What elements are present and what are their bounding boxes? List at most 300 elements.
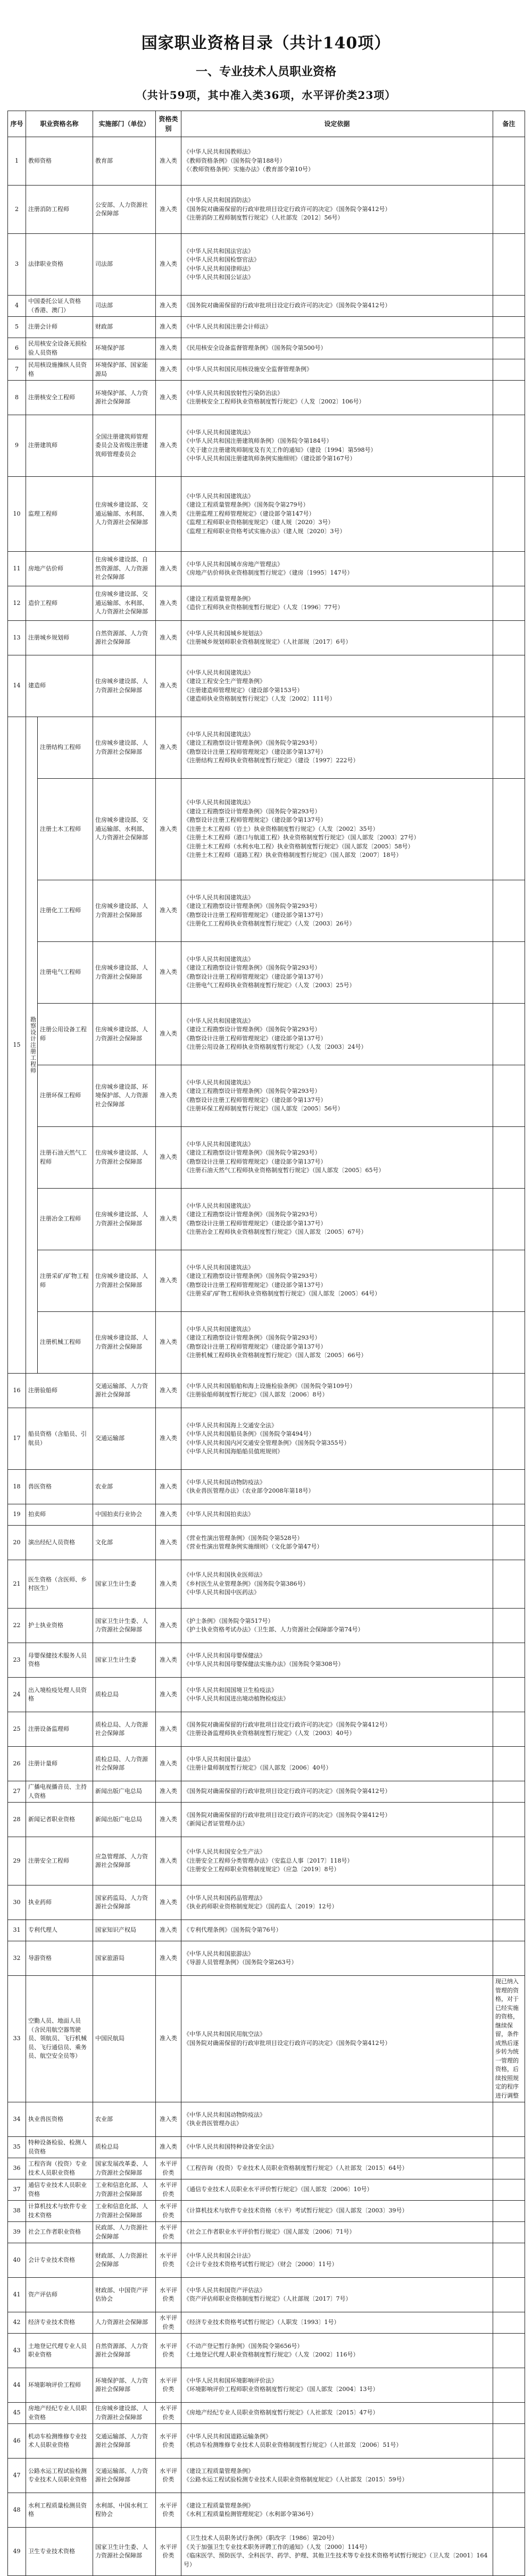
legal-basis — [181, 359, 493, 381]
qualification-category: 准入类 — [156, 1941, 181, 1976]
table-row — [8, 1885, 525, 1920]
row-note — [493, 1312, 525, 1374]
qualification-category: 水平评价类 — [156, 2243, 181, 2278]
legal-basis-item: 《中华人民共和国检察官法》 — [184, 256, 260, 263]
legal-basis — [181, 621, 493, 655]
row-note — [493, 234, 525, 296]
row-number: 5 — [8, 317, 26, 338]
table-row — [8, 2201, 525, 2222]
legal-basis — [181, 2424, 493, 2459]
implementing-dept: 工业和信息化部、人力资源社会保障部 — [93, 2179, 156, 2201]
row-note — [493, 477, 525, 552]
implementing-dept: 住房城乡建设部、人力资源社会保障部 — [93, 1004, 156, 1065]
header-basis: 设定依据 — [181, 111, 493, 137]
implementing-dept: 中国民航局 — [93, 1976, 156, 2102]
table-row — [8, 2424, 525, 2459]
legal-basis-item: 《勘察设计注册工程师管理规定》（建设部令第137号） — [184, 1281, 327, 1289]
legal-basis — [181, 1885, 493, 1920]
implementing-dept: 全国注册建筑师管理委员会及省级注册建筑师管理委员会 — [93, 415, 156, 477]
row-number: 1 — [8, 137, 26, 186]
row-note — [493, 2278, 525, 2312]
legal-basis-item: 《建设工程质量管理条例》 — [184, 2502, 254, 2509]
implementing-dept: 水利部、中国水利工程协会 — [93, 2493, 156, 2528]
legal-basis-item: 《房地产估价师执业资格制度暂行规定》（建房〔1995〕147号） — [184, 569, 353, 576]
qualification-category: 准入类 — [156, 1526, 181, 1560]
legal-basis-item: 《中华人民共和国注册建筑师条例实施细则》（建设部令第167号） — [184, 455, 356, 462]
table-row — [8, 1408, 525, 1470]
row-note — [493, 2179, 525, 2201]
table-row — [8, 477, 525, 552]
row-note — [493, 1504, 525, 1526]
legal-basis-item: 《勘察设计注册工程师管理规定》（建设部令第137号） — [184, 816, 327, 824]
implementing-dept: 环境保护部、人力资源社会保障部 — [93, 381, 156, 415]
table-row — [8, 1837, 525, 1885]
legal-basis-item: 《注册监理工程师管理规定》（建设部令第147号） — [184, 510, 315, 517]
qualification-name: 法律职业资格 — [26, 234, 93, 296]
legal-basis-item: 《中华人民共和国建筑法》 — [184, 1079, 254, 1086]
row-number: 4 — [8, 296, 26, 317]
qualification-name: 注册消防工程师 — [26, 186, 93, 234]
qualification-category: 准入类 — [156, 1803, 181, 1837]
qualification-name: 土地登记代理专业人员职业资格 — [26, 2334, 93, 2368]
legal-basis-item: 《注册电气工程师执业资格制度暂行规定》（人发〔2003〕25号） — [184, 982, 355, 989]
qualification-category: 准入类 — [156, 1643, 181, 1678]
legal-basis-item: 《注册公用设备工程师执业资格制度暂行规定》（人发〔2003〕24号） — [184, 1043, 367, 1050]
row-note — [493, 2158, 525, 2179]
table-row — [8, 1312, 525, 1374]
row-number: 45 — [8, 2403, 26, 2424]
table-row — [8, 1526, 525, 1560]
row-number: 33 — [8, 1976, 26, 2102]
row-number: 44 — [8, 2368, 26, 2403]
row-number: 36 — [8, 2158, 26, 2179]
qualification-category: 水平评价类 — [156, 2334, 181, 2368]
row-note — [493, 552, 525, 586]
legal-basis-item: 《乡村医生从业管理条例》（国务院令第386号） — [184, 1580, 309, 1587]
qualification-category: 准入类 — [156, 586, 181, 621]
legal-basis — [181, 317, 493, 338]
table-row — [8, 2222, 525, 2243]
qualification-category: 水平评价类 — [156, 2528, 181, 2576]
legal-basis — [181, 2158, 493, 2179]
legal-basis-item: 《国务院对确需保留的行政审批项目设定行政许可的决定》（国务院令第412号） — [184, 205, 391, 213]
row-note — [493, 779, 525, 880]
row-note — [493, 717, 525, 779]
row-number: 9 — [8, 415, 26, 477]
qualification-category: 准入类 — [156, 621, 181, 655]
qualification-category: 准入类 — [156, 942, 181, 1004]
qualification-category: 准入类 — [156, 2137, 181, 2158]
table-row — [8, 1250, 525, 1312]
qualification-name: 兽医资格 — [26, 1470, 93, 1504]
legal-basis — [181, 1781, 493, 1803]
row-number: 43 — [8, 2334, 26, 2368]
qualification-name: 注册会计师 — [26, 317, 93, 338]
qualification-name: 公路水运工程试验检测专业技术人员职业资格 — [26, 2459, 93, 2493]
legal-basis-item: 《中华人民共和国船舶和海上设施检验条例》（国务院令第109号） — [184, 1382, 356, 1390]
table-row — [8, 2312, 525, 2334]
legal-basis-item: 《建造师执业资格制度暂行规定》（人发〔2002〕111号） — [184, 695, 336, 702]
legal-basis — [181, 415, 493, 477]
qualification-category: 准入类 — [156, 1747, 181, 1781]
implementing-dept: 交通运输部 — [93, 1408, 156, 1470]
legal-basis-item: 《中华人民共和国母婴保健法实施办法》（国务院令第308号） — [184, 1661, 344, 1668]
page-title: 国家职业资格目录（共计140项） — [141, 34, 391, 53]
row-number: 38 — [8, 2201, 26, 2222]
qualification-category: 准入类 — [156, 1976, 181, 2102]
legal-basis-item: 《中华人民共和国消防法》 — [184, 197, 254, 204]
qualification-category: 准入类 — [156, 779, 181, 880]
legal-basis-item: 《中华人民共和国进出境动植物检疫法》 — [184, 1695, 289, 1702]
legal-basis-item: 《中华人民共和国建筑法》 — [184, 730, 254, 738]
qualification-name: 特种设备检验、检测人员资格 — [26, 2137, 93, 2158]
legal-basis-item: 《勘察设计注册工程师管理规定》（建设部令第137号） — [184, 1034, 327, 1042]
legal-basis-item: 《执业兽医管理办法》 — [184, 2120, 243, 2127]
row-note — [493, 2334, 525, 2368]
row-note — [493, 1065, 525, 1127]
legal-basis-item: 《临床医学、预防医学、全科医学、药学、护理、其他卫生技术等专业技术资格考试暂行规定》（卫人发〔2001〕164号） — [184, 2552, 488, 2568]
implementing-dept: 国家卫生计生委 — [93, 1643, 156, 1678]
legal-basis — [181, 1976, 493, 2102]
implementing-dept: 教育部 — [93, 137, 156, 186]
table-row — [8, 1609, 525, 1643]
legal-basis — [181, 1803, 493, 1837]
legal-basis-item: 《教师资格条例》（国务院令第188号） — [184, 157, 286, 164]
legal-basis-item: 《中华人民共和国海上交通安全法》 — [184, 1421, 278, 1429]
qualification-name: 机动车检测维修专业技术人员职业资格 — [26, 2424, 93, 2459]
legal-basis-item: 《注册验船师制度暂行规定》（国人部发〔2006〕8号） — [184, 1391, 328, 1398]
qualification-name: 注册设备监理师 — [26, 1712, 93, 1747]
legal-basis-item: 《建设工程质量管理条例》 — [184, 2467, 254, 2474]
qualification-category: 准入类 — [156, 1781, 181, 1803]
table-row — [8, 2137, 525, 2158]
legal-basis-item: 《护士执业资格考试办法》（卫生部、人力资源社会保障部令第74号） — [184, 1626, 364, 1633]
legal-basis — [181, 2201, 493, 2222]
legal-basis — [181, 1941, 493, 1976]
implementing-dept: 文化部 — [93, 1526, 156, 1560]
qualification-category: 准入类 — [156, 1837, 181, 1885]
qualification-name: 演出经纪人员资格 — [26, 1526, 93, 1560]
row-number: 29 — [8, 1837, 26, 1885]
legal-basis-item: 《注册化工工程师执业资格制度暂行规定》（人发〔2003〕26号） — [184, 920, 355, 927]
qualification-category: 准入类 — [156, 1250, 181, 1312]
row-note — [493, 359, 525, 381]
legal-basis-item: 《建设工程勘察设计管理条例》（国务院令第293号） — [184, 1088, 321, 1095]
implementing-dept: 质检总局、人力资源社会保障部 — [93, 1747, 156, 1781]
legal-basis-item: 《中华人民共和国安全生产法》 — [184, 1848, 266, 1856]
legal-basis-item: 《民用核安全设备监督管理条例》（国务院令第500号） — [184, 344, 327, 352]
implementing-dept: 住房城乡建设部、人力资源社会保障部 — [93, 1250, 156, 1312]
legal-basis — [181, 234, 493, 296]
qualification-name: 广播电视播音员、主持人资格 — [26, 1781, 93, 1803]
implementing-dept: 新闻出版广电总局 — [93, 1803, 156, 1837]
row-number: 35 — [8, 2137, 26, 2158]
implementing-dept: 住房城乡建设部、交通运输部、水利部、人力资源社会保障部 — [93, 477, 156, 552]
table-row — [8, 1065, 525, 1127]
qualification-category: 准入类 — [156, 234, 181, 296]
legal-basis-item: 《专利代理条例》（国务院令第76号） — [184, 1926, 282, 1934]
table-row — [8, 1920, 525, 1941]
implementing-dept: 环境保护部、国家能源局 — [93, 359, 156, 381]
qualification-category: 准入类 — [156, 880, 181, 942]
qualification-category: 准入类 — [156, 477, 181, 552]
legal-basis — [181, 2137, 493, 2158]
group-label — [26, 717, 38, 1374]
row-note — [493, 1712, 525, 1747]
row-number: 11 — [8, 552, 26, 586]
qualification-name: 民用核设施操纵人员资格 — [26, 359, 93, 381]
row-number: 25 — [8, 1712, 26, 1747]
group-label-text: 勘察设计注册工程师 — [29, 1016, 37, 1074]
legal-basis — [181, 1920, 493, 1941]
legal-basis — [181, 779, 493, 880]
legal-basis-item: 《中华人民共和国律师法》 — [184, 265, 254, 272]
header-no: 序号 — [8, 111, 26, 137]
qualification-name: 注册安全工程师 — [26, 1837, 93, 1885]
row-number: 16 — [8, 1374, 26, 1408]
header-note: 备注 — [493, 111, 525, 137]
header-category: 资格类别 — [156, 111, 181, 137]
qualification-category: 准入类 — [156, 1920, 181, 1941]
legal-basis-item: 《注册安全工程师职业资格制度规定》（应急〔2019〕8号） — [184, 1866, 340, 1873]
row-note — [493, 655, 525, 717]
implementing-dept: 国家药监局、人力资源社会保障部 — [93, 1885, 156, 1920]
legal-basis — [181, 2528, 493, 2576]
qualification-category: 准入类 — [156, 655, 181, 717]
implementing-dept: 农业部 — [93, 1470, 156, 1504]
legal-basis-item: 《中华人民共和国建筑法》 — [184, 1264, 254, 1271]
legal-basis-item: 《造价工程师执业资格制度暂行规定》（人发〔1996〕77号） — [184, 604, 344, 611]
row-note — [493, 1781, 525, 1803]
row-note — [493, 2137, 525, 2158]
qualification-name: 护士执业资格 — [26, 1609, 93, 1643]
legal-basis — [181, 186, 493, 234]
qualification-category: 水平评价类 — [156, 2403, 181, 2424]
row-number: 28 — [8, 1803, 26, 1837]
implementing-dept: 住房城乡建设部、人力资源社会保障部 — [93, 1127, 156, 1189]
table-row — [8, 2528, 525, 2576]
row-number: 6 — [8, 338, 26, 359]
row-note — [493, 1127, 525, 1189]
legal-basis-item: 《建设工程勘察设计管理条例》（国务院令第293号） — [184, 1273, 321, 1279]
legal-basis-item: 《中华人民共和国放射性污染防治法》 — [184, 389, 284, 397]
implementing-dept: 住房城乡建设部、人力资源社会保障部 — [93, 1312, 156, 1374]
legal-basis — [181, 1643, 493, 1678]
legal-basis-item: 《中华人民共和国母婴保健法》 — [184, 1652, 266, 1659]
table-row — [8, 296, 525, 317]
implementing-dept: 财政部、人力资源社会保障部 — [93, 2243, 156, 2278]
legal-basis — [181, 1470, 493, 1504]
qualification-category: 准入类 — [156, 359, 181, 381]
table-row — [8, 1678, 525, 1712]
legal-basis-item: 《中华人民共和国环境影响评价法》 — [184, 2377, 278, 2384]
legal-basis-item: 《中华人民共和国建筑法》 — [184, 1017, 254, 1024]
legal-basis — [181, 1560, 493, 1609]
legal-basis — [181, 1127, 493, 1189]
legal-basis-item: 《中华人民共和国建筑法》 — [184, 1202, 254, 1209]
legal-basis-item: 《国务院对确需保留的行政审批项目设定行政许可的决定》（国务院令第412号） — [184, 1788, 391, 1795]
qualification-name: 通信专业技术人员职业资格 — [26, 2179, 93, 2201]
legal-basis — [181, 1408, 493, 1470]
legal-basis-item: 《注册土木工程师（道路工程）执业资格制度暂行规定》（国人部发〔2007〕18号） — [184, 852, 402, 859]
qualification-category: 准入类 — [156, 381, 181, 415]
legal-basis-item: 《新闻记者证管理办法》 — [184, 1820, 248, 1827]
row-note — [493, 2102, 525, 2137]
legal-basis-item: 《中华人民共和国公证法》 — [184, 274, 254, 281]
implementing-dept: 新闻出版广电总局 — [93, 1781, 156, 1803]
qualification-name: 执业兽医资格 — [26, 2102, 93, 2137]
implementing-dept: 工业和信息化部、人力资源社会保障部 — [93, 2201, 156, 2222]
legal-basis-item: 《中华人民共和国民用核设施安全监督管理条例》 — [184, 366, 313, 373]
legal-basis — [181, 1065, 493, 1127]
implementing-dept: 国家卫生计生委、人力资源社会保障部 — [93, 1609, 156, 1643]
legal-basis — [181, 1312, 493, 1374]
legal-basis-item: 《中华人民共和国动物防疫法》 — [184, 2111, 266, 2118]
row-number: 47 — [8, 2459, 26, 2493]
legal-basis — [181, 2493, 493, 2528]
row-number: 42 — [8, 2312, 26, 2334]
legal-basis-item: 《监理工程师职业资格考试实施办法》（建人规〔2020〕3号） — [184, 527, 346, 535]
legal-basis-item: 《中华人民共和国海船船员值班规则》 — [184, 1448, 284, 1455]
row-note — [493, 621, 525, 655]
legal-basis-item: 《注册土木工程师（水利水电工程）执业资格制度暂行规定》（国人部发〔2005〕58号） — [184, 843, 414, 850]
legal-basis-item: 《中华人民共和国建筑法》 — [184, 894, 254, 901]
legal-basis-item: 《卫生技术人员职务试行条例》（职改字〔1986〕第20号） — [184, 2535, 338, 2541]
table-row — [8, 1189, 525, 1250]
qualification-name: 注册采矿/矿物工程师 — [38, 1250, 93, 1312]
row-note — [493, 1374, 525, 1408]
legal-basis-item: 《公路水运工程试验检测专业技术人员职业资格制度规定》（人社部发〔2015〕59号） — [184, 2476, 408, 2483]
implementing-dept: 国家卫生计生委 — [93, 1560, 156, 1609]
legal-basis — [181, 2222, 493, 2243]
legal-basis-item: 《导游人员管理条例》（国务院令第263号） — [184, 1959, 297, 1966]
row-note — [493, 2243, 525, 2278]
qualification-name: 卫生专业技术资格 — [26, 2528, 93, 2576]
implementing-dept: 中国拍卖行业协会 — [93, 1504, 156, 1526]
qualification-name: 船员资格（含船员、引航员） — [26, 1408, 93, 1470]
table-row — [8, 1127, 525, 1189]
row-number: 39 — [8, 2222, 26, 2243]
legal-basis-item: 《勘察设计注册工程师管理规定》（建设部令第137号） — [184, 1158, 327, 1165]
row-note — [493, 2222, 525, 2243]
implementing-dept: 住房城乡建设部、人力资源社会保障部 — [93, 655, 156, 717]
table-row — [8, 1560, 525, 1609]
legal-basis — [181, 1712, 493, 1747]
table-row — [8, 1643, 525, 1678]
row-number: 30 — [8, 1885, 26, 1920]
implementing-dept: 住房城乡建设部、交通运输部、水利部、人力资源社会保障部 — [93, 586, 156, 621]
qualification-name: 资产评估师 — [26, 2278, 93, 2312]
implementing-dept: 应急管理部、人力资源社会保障部 — [93, 1837, 156, 1885]
legal-basis-item: 《护士条例》（国务院令第517号） — [184, 1617, 274, 1624]
implementing-dept: 民政部、人力资源社会保障部 — [93, 2222, 156, 2243]
legal-basis-item: 《中华人民共和国旅游法》 — [184, 1950, 254, 1957]
legal-basis — [181, 1504, 493, 1526]
implementing-dept: 司法部 — [93, 296, 156, 317]
legal-basis-item: 《中华人民共和国国境卫生检疫法》 — [184, 1686, 278, 1694]
legal-basis-item: 《注册消防工程师制度暂行规定》（人社部发〔2012〕56号） — [184, 214, 344, 222]
qualification-name: 注册公用设备工程师 — [38, 1004, 93, 1065]
qualification-category: 准入类 — [156, 1678, 181, 1712]
table-row — [8, 779, 525, 880]
legal-basis-item: 《国务院对确需保留的行政审批项目设定行政许可的决定》（国务院令第412号） — [184, 302, 391, 309]
legal-basis-item: 《建设工程勘察设计管理条例》（国务院令第293号） — [184, 739, 321, 746]
legal-basis — [181, 381, 493, 415]
qualification-category: 水平评价类 — [156, 2222, 181, 2243]
table-row — [8, 552, 525, 586]
legal-basis-item: 《注册城乡规划师职业资格制度规定》（人社部规〔2017〕6号） — [184, 638, 352, 645]
row-number: 46 — [8, 2424, 26, 2459]
row-number: 13 — [8, 621, 26, 655]
qualification-category: 准入类 — [156, 1127, 181, 1189]
legal-basis — [181, 2334, 493, 2368]
legal-basis-item: 《中华人民共和国城市房地产管理法》 — [184, 560, 284, 568]
legal-basis-item: 《中华人民共和国注册会计师法》 — [184, 323, 272, 331]
legal-basis-item: 《注册环保工程师制度暂行规定》（国人部发〔2005〕56号） — [184, 1105, 344, 1112]
row-number: 10 — [8, 477, 26, 552]
legal-basis-item: 《水利工程质量检测管理规定》（水利部令第36号） — [184, 2511, 317, 2518]
row-note — [493, 2403, 525, 2424]
table-row — [8, 2243, 525, 2278]
qualification-category: 准入类 — [156, 1609, 181, 1643]
qualification-name: 会计专业技术资格 — [26, 2243, 93, 2278]
implementing-dept: 自然资源部、人力资源社会保障部 — [93, 2334, 156, 2368]
row-note — [493, 317, 525, 338]
row-note — [493, 2201, 525, 2222]
legal-basis-item: 《中华人民共和国建筑法》 — [184, 492, 254, 500]
legal-basis-item: 《中华人民共和国内河交通安全管理条例》（国务院令第355号） — [184, 1439, 350, 1446]
table-row — [8, 359, 525, 381]
qualification-name: 注册验船师 — [26, 1374, 93, 1408]
legal-basis-item: 《建设工程勘察设计管理条例》（国务院令第293号） — [184, 807, 321, 815]
row-number: 37 — [8, 2179, 26, 2201]
legal-basis-item: 《建设工程安全生产管理条例》 — [184, 678, 266, 685]
row-number: 14 — [8, 655, 26, 717]
qualification-name: 造价工程师 — [26, 586, 93, 621]
qualification-name: 经济专业技术资格 — [26, 2312, 93, 2334]
row-note — [493, 1941, 525, 1976]
row-number: 26 — [8, 1747, 26, 1781]
table-row — [8, 338, 525, 359]
table-row — [8, 186, 525, 234]
legal-basis — [181, 586, 493, 621]
row-number: 7 — [8, 359, 26, 381]
implementing-dept: 环境保护部 — [93, 338, 156, 359]
legal-basis-item: 《环境影响评价工程师职业资格制度暂行规定》（国人部发〔2004〕13号） — [184, 2386, 379, 2393]
table-row — [8, 2102, 525, 2137]
legal-basis-item: 《中华人民共和国道路运输条例》 — [184, 2432, 272, 2440]
legal-basis-item: 《中华人民共和国中医药法》 — [184, 1589, 260, 1596]
row-note — [493, 942, 525, 1004]
implementing-dept: 住房城乡建设部、人力资源社会保障部 — [93, 717, 156, 779]
qualification-name: 民用核安全设备无损检验人员资格 — [26, 338, 93, 359]
qualification-name: 拍卖师 — [26, 1504, 93, 1526]
legal-basis-item: 《中华人民共和国建筑法》 — [184, 428, 254, 436]
implementing-dept: 住房城乡建设部、环境保护部、人力资源社会保障部 — [93, 1065, 156, 1127]
table-row — [8, 1976, 525, 2102]
qualification-name: 工程咨询（投资）专业技术人员职业资格 — [26, 2158, 93, 2179]
legal-basis — [181, 1678, 493, 1712]
qualification-category: 准入类 — [156, 1004, 181, 1065]
table-row — [8, 586, 525, 621]
legal-basis-item: 《勘察设计注册工程师管理规定》（建设部令第137号） — [184, 1219, 327, 1227]
table-row — [8, 317, 525, 338]
header-dept: 实施部门（单位） — [93, 111, 156, 137]
legal-basis-item: 《中华人民共和国城乡规划法》 — [184, 629, 266, 637]
qualification-category: 准入类 — [156, 717, 181, 779]
legal-basis-item: 《勘察设计注册工程师管理规定》（建设部令第137号） — [184, 911, 327, 919]
table-row — [8, 717, 525, 779]
